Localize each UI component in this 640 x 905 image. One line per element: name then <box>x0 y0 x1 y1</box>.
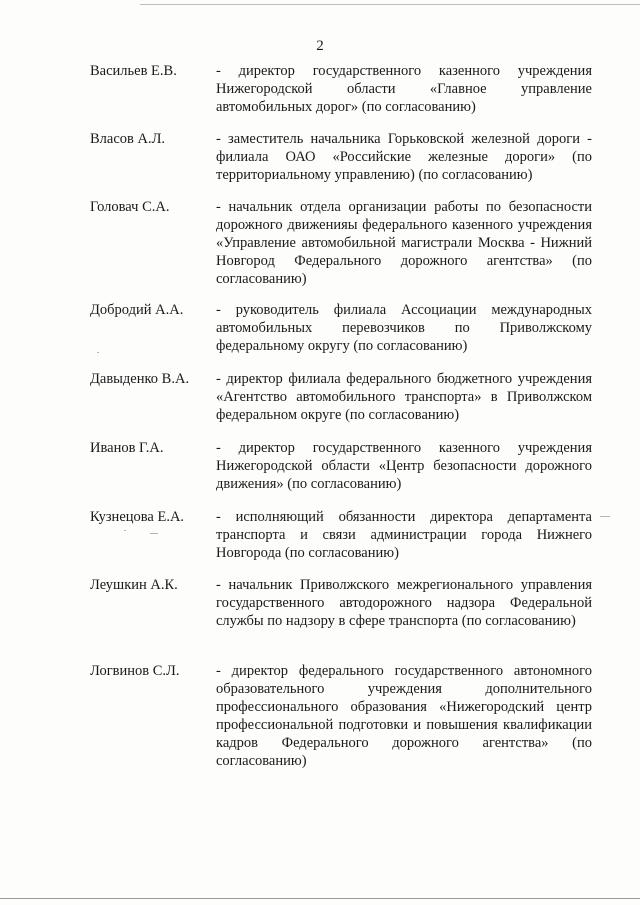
entry-name: Кузнецова Е.А. <box>90 509 185 525</box>
entry-name: Леушкин А.К. <box>90 577 178 593</box>
entry-description: - директор государственного казенного учреждения Нижегородской области «Центр безопасности дорожного движения» (по согласованию) <box>216 440 592 492</box>
entry-name: Головач С.А. <box>90 199 170 215</box>
entry-description: - руководитель филиала Ассоциации международных автомобильных перевозчиков по Приволжскому федеральному округу (по согласованию) <box>216 302 592 354</box>
scan-speck <box>600 516 610 517</box>
entry-description: - директор федерального государственного автономного образовательного учреждения дополнительного профессионального образования «Нижегородский центр профессиональной подготовки и повышения квалификации кадров Федерального дорожного агентства» (по согласованию) <box>216 663 592 769</box>
entry-name: Добродий А.А. <box>90 302 184 318</box>
scan-edge-bottom <box>0 898 640 899</box>
entry-name: Васильев Е.В. <box>90 63 177 79</box>
entry-name: Логвинов С.Л. <box>90 663 180 679</box>
page-number: 2 <box>316 38 324 54</box>
entry-description: - директор филиала федерального бюджетного учреждения «Агентство автомобильного транспорта» в Приволжском федеральном округе (по согласованию) <box>216 371 592 423</box>
entry-description: - заместитель начальника Горьковской железной дороги - филиала ОАО «Российские железные дороги» (по территориальному управлению) (по согласованию) <box>216 131 592 183</box>
entry-description: - начальник Приволжского межрегионального управления государственного автодорожного надзора Федеральной службы по надзору в сфере транспорта (по согласованию) <box>216 577 592 629</box>
entry-description: - директор государственного казенного учреждения Нижегородской области «Главное управление автомобильных дорог» (по согласованию) <box>216 63 592 115</box>
scan-speck <box>97 352 99 353</box>
entry-description: - исполняющий обязанности директора департамента транспорта и связи администрации города Нижнего Новгорода (по согласованию) <box>216 509 592 561</box>
entry-name: Иванов Г.А. <box>90 440 164 456</box>
entry-description: - начальник отдела организации работы по безопасности дорожного движенияы федерального казенного учреждения «Управление автомобильной магистрали Москва - Нижний Новгород Федерального дорожного агентства» (по согласованию) <box>216 199 592 287</box>
scan-speck <box>124 530 126 531</box>
entry-name: Давыденко В.А. <box>90 371 190 387</box>
scan-edge-top <box>140 4 640 5</box>
scan-speck <box>150 533 158 534</box>
entry-name: Власов А.Л. <box>90 131 166 147</box>
